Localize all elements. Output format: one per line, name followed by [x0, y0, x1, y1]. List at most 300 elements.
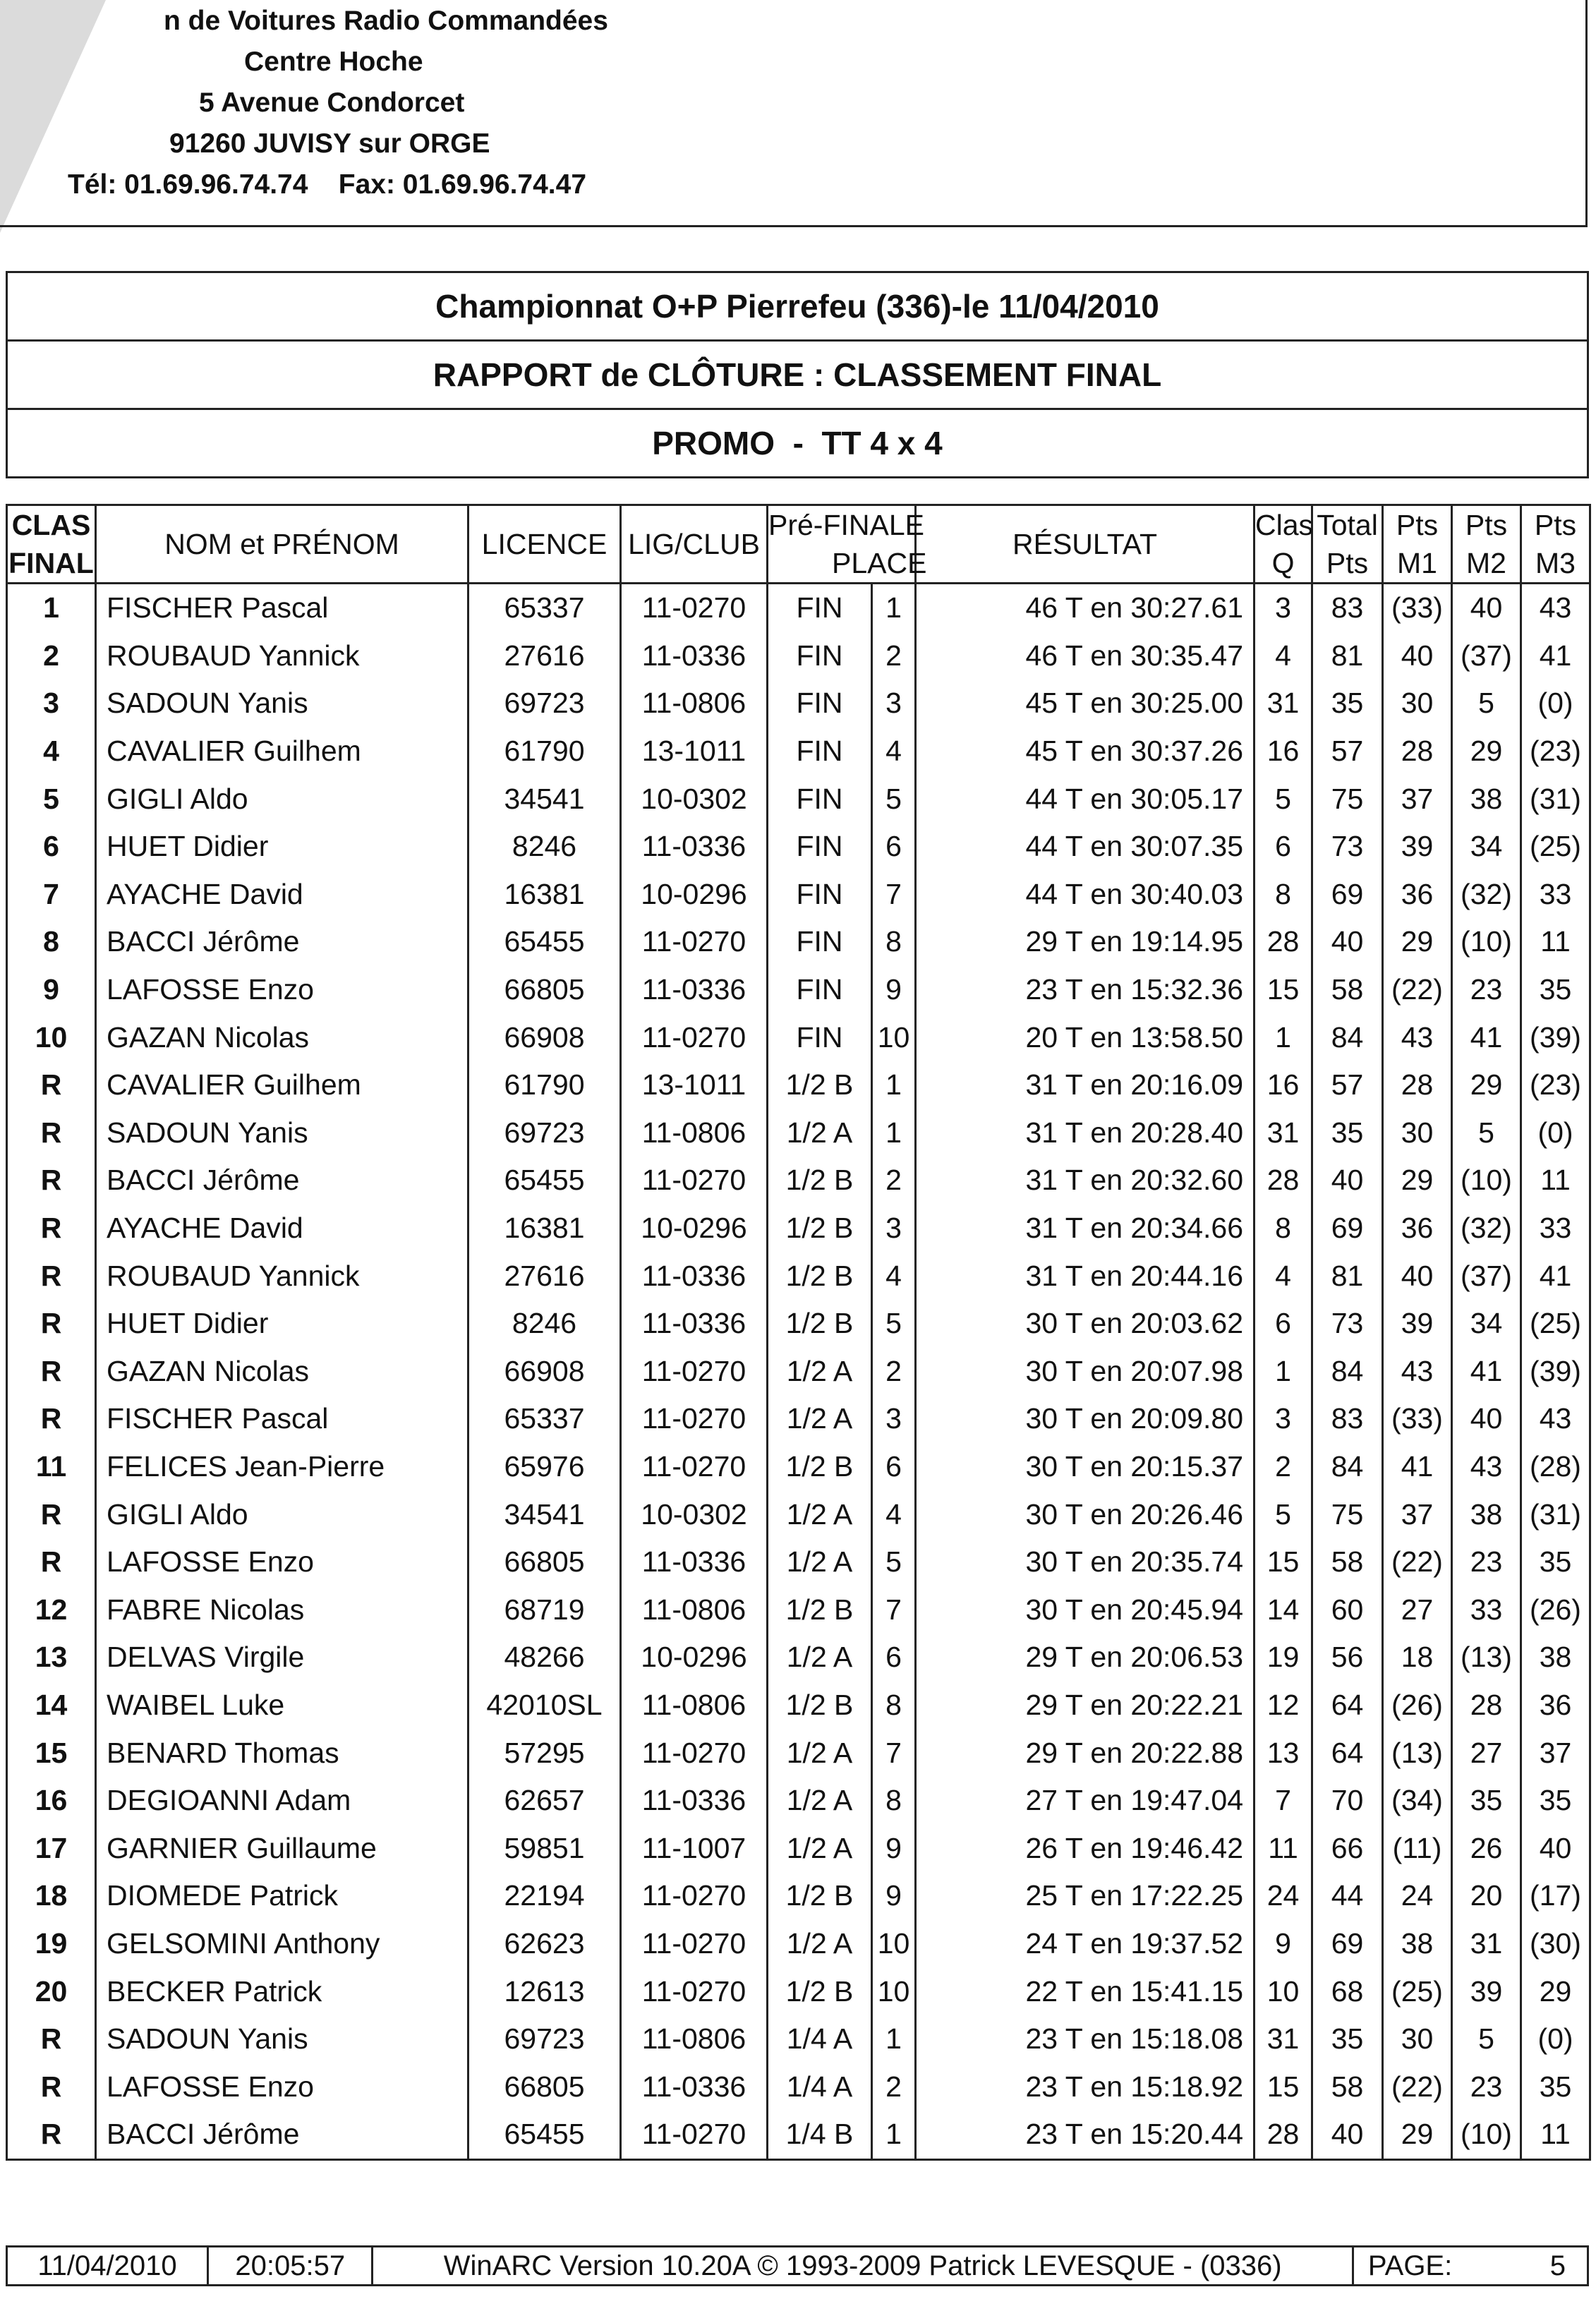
cell-pts-m1: 27 [1383, 1586, 1452, 1634]
cell-prefinale: 1/2 B [768, 1872, 872, 1920]
cell-name: FABRE Nicolas [96, 1586, 468, 1634]
cell-pts-m1: 38 [1383, 1920, 1452, 1968]
cell-pts-m1: 30 [1383, 2015, 1452, 2063]
cell-name: ROUBAUD Yannick [96, 632, 468, 680]
cell-licence: 62657 [468, 1777, 621, 1825]
cell-pts-m2: (10) [1452, 2111, 1521, 2159]
table-row [7, 1777, 1590, 1825]
cell-place: 1 [872, 1061, 916, 1109]
cell-place: 2 [872, 632, 916, 680]
cell-pts-m3: 40 [1521, 1824, 1590, 1872]
cell-licence: 69723 [468, 1109, 621, 1157]
cell-total-pts: 57 [1312, 1061, 1383, 1109]
cell-rank: 5 [7, 775, 96, 823]
cell-resultat: 31 T en 20:44.16 [916, 1252, 1255, 1300]
cell-total-pts: 57 [1312, 728, 1383, 776]
cell-resultat: 23 T en 15:18.92 [916, 2063, 1255, 2111]
cell-rank: R [7, 1490, 96, 1538]
cell-licence: 65455 [468, 2111, 621, 2159]
cell-prefinale: 1/2 B [768, 1157, 872, 1205]
cell-prefinale: 1/2 A [768, 1824, 872, 1872]
header-pts-m3: Pts M3 [1521, 505, 1590, 584]
header-prefinale-place: Pré-FINALE PLACE [768, 505, 916, 584]
cell-clas-q: 5 [1255, 1490, 1312, 1538]
cell-lig-club: 11-1007 [621, 1824, 768, 1872]
cell-total-pts: 66 [1312, 1824, 1383, 1872]
cell-resultat: 29 T en 20:06.53 [916, 1634, 1255, 1682]
cell-total-pts: 64 [1312, 1729, 1383, 1777]
cell-prefinale: 1/4 A [768, 2015, 872, 2063]
cell-total-pts: 44 [1312, 1872, 1383, 1920]
cell-pts-m2: 40 [1452, 584, 1521, 632]
footer-bar [6, 2245, 1589, 2286]
cell-total-pts: 81 [1312, 1252, 1383, 1300]
cell-resultat: 45 T en 30:37.26 [916, 728, 1255, 776]
cell-clas-q: 4 [1255, 1252, 1312, 1300]
table-row [7, 918, 1590, 966]
cell-place: 1 [872, 2111, 916, 2159]
cell-pts-m2: 20 [1452, 1872, 1521, 1920]
cell-pts-m2: 33 [1452, 1586, 1521, 1634]
cell-pts-m1: 18 [1383, 1634, 1452, 1682]
cell-total-pts: 83 [1312, 584, 1383, 632]
cell-pts-m2: 27 [1452, 1729, 1521, 1777]
cell-rank: 9 [7, 966, 96, 1014]
cell-clas-q: 8 [1255, 871, 1312, 919]
cell-name: FISCHER Pascal [96, 584, 468, 632]
cell-licence: 68719 [468, 1586, 621, 1634]
cell-lig-club: 10-0296 [621, 1634, 768, 1682]
cell-name: LAFOSSE Enzo [96, 2063, 468, 2111]
cell-rank: 11 [7, 1443, 96, 1491]
footer-date: 11/04/2010 [8, 2247, 209, 2284]
cell-name: BACCI Jérôme [96, 1157, 468, 1205]
header-lig-club: LIG/CLUB [621, 505, 768, 584]
cell-pts-m3: 11 [1521, 918, 1590, 966]
cell-prefinale: 1/2 B [768, 1252, 872, 1300]
org-street: 5 Avenue Condorcet [199, 88, 465, 118]
cell-resultat: 44 T en 30:05.17 [916, 775, 1255, 823]
org-name: n de Voitures Radio Commandées [164, 6, 608, 36]
cell-rank: R [7, 2063, 96, 2111]
cell-resultat: 23 T en 15:32.36 [916, 966, 1255, 1014]
cell-rank: R [7, 1395, 96, 1443]
cell-place: 7 [872, 871, 916, 919]
header-resultat: RÉSULTAT [916, 505, 1255, 584]
cell-name: HUET Didier [96, 823, 468, 871]
cell-name: ROUBAUD Yannick [96, 1252, 468, 1300]
cell-pts-m1: 30 [1383, 1109, 1452, 1157]
cell-licence: 65976 [468, 1443, 621, 1491]
cell-clas-q: 15 [1255, 966, 1312, 1014]
cell-pts-m1: 43 [1383, 1013, 1452, 1061]
cell-rank: 15 [7, 1729, 96, 1777]
cell-resultat: 26 T en 19:46.42 [916, 1824, 1255, 1872]
cell-total-pts: 40 [1312, 2111, 1383, 2159]
cell-pts-m2: 38 [1452, 775, 1521, 823]
cell-prefinale: FIN [768, 775, 872, 823]
cell-resultat: 20 T en 13:58.50 [916, 1013, 1255, 1061]
cell-place: 8 [872, 1777, 916, 1825]
cell-rank: 7 [7, 871, 96, 919]
table-row [7, 1395, 1590, 1443]
cell-clas-q: 31 [1255, 680, 1312, 728]
cell-pts-m2: 5 [1452, 680, 1521, 728]
cell-lig-club: 11-0270 [621, 1967, 768, 2015]
cell-total-pts: 68 [1312, 1967, 1383, 2015]
cell-prefinale: FIN [768, 871, 872, 919]
cell-resultat: 31 T en 20:32.60 [916, 1157, 1255, 1205]
table-row [7, 1443, 1590, 1491]
cell-clas-q: 28 [1255, 2111, 1312, 2159]
cell-place: 8 [872, 1682, 916, 1730]
cell-place: 4 [872, 728, 916, 776]
cell-pts-m3: (17) [1521, 1872, 1590, 1920]
table-row [7, 1634, 1590, 1682]
cell-place: 10 [872, 1920, 916, 1968]
cell-pts-m3: 33 [1521, 871, 1590, 919]
cell-total-pts: 73 [1312, 823, 1383, 871]
cell-pts-m2: 29 [1452, 728, 1521, 776]
cell-lig-club: 11-0336 [621, 2063, 768, 2111]
cell-pts-m3: (25) [1521, 823, 1590, 871]
report-title: RAPPORT de CLÔTURE : CLASSEMENT FINAL [8, 342, 1587, 410]
cell-prefinale: 1/2 A [768, 1109, 872, 1157]
cell-place: 5 [872, 1300, 916, 1348]
header-clas-q: Clas Q [1255, 505, 1312, 584]
cell-licence: 62623 [468, 1920, 621, 1968]
cell-lig-club: 10-0296 [621, 1205, 768, 1253]
org-building: Centre Hoche [244, 47, 423, 77]
cell-licence: 34541 [468, 1490, 621, 1538]
cell-resultat: 29 T en 19:14.95 [916, 918, 1255, 966]
category-title: PROMO - TT 4 x 4 [652, 425, 943, 461]
cell-licence: 59851 [468, 1824, 621, 1872]
cell-rank: 2 [7, 632, 96, 680]
cell-pts-m3: 29 [1521, 1967, 1590, 2015]
cell-name: AYACHE David [96, 1205, 468, 1253]
cell-name: WAIBEL Luke [96, 1682, 468, 1730]
table-row [7, 1157, 1590, 1205]
cell-rank: R [7, 1348, 96, 1396]
table-row [7, 871, 1590, 919]
cell-pts-m2: 41 [1452, 1013, 1521, 1061]
cell-pts-m1: (33) [1383, 584, 1452, 632]
cell-pts-m1: 24 [1383, 1872, 1452, 1920]
cell-total-pts: 64 [1312, 1682, 1383, 1730]
cell-lig-club: 11-0336 [621, 1300, 768, 1348]
cell-lig-club: 11-0270 [621, 1729, 768, 1777]
report-title-block [6, 271, 1589, 478]
cell-name: FELICES Jean-Pierre [96, 1443, 468, 1491]
cell-resultat: 46 T en 30:27.61 [916, 584, 1255, 632]
cell-resultat: 30 T en 20:07.98 [916, 1348, 1255, 1396]
cell-lig-club: 11-0806 [621, 1586, 768, 1634]
cell-pts-m1: (11) [1383, 1824, 1452, 1872]
cell-clas-q: 11 [1255, 1824, 1312, 1872]
cell-lig-club: 11-0270 [621, 918, 768, 966]
footer-page [1354, 2247, 1587, 2284]
cell-rank: R [7, 2111, 96, 2159]
cell-name: BENARD Thomas [96, 1729, 468, 1777]
cell-lig-club: 11-0270 [621, 1872, 768, 1920]
cell-total-pts: 73 [1312, 1300, 1383, 1348]
cell-licence: 65455 [468, 918, 621, 966]
cell-name: SADOUN Yanis [96, 1109, 468, 1157]
cell-place: 5 [872, 775, 916, 823]
cell-prefinale: 1/2 B [768, 1300, 872, 1348]
cell-pts-m3: (26) [1521, 1586, 1590, 1634]
cell-clas-q: 15 [1255, 1538, 1312, 1586]
cell-pts-m1: (26) [1383, 1682, 1452, 1730]
cell-place: 7 [872, 1729, 916, 1777]
cell-name: CAVALIER Guilhem [96, 728, 468, 776]
cell-rank: R [7, 1252, 96, 1300]
cell-pts-m2: (32) [1452, 871, 1521, 919]
cell-pts-m1: (25) [1383, 1967, 1452, 2015]
cell-pts-m3: 11 [1521, 1157, 1590, 1205]
cell-name: BACCI Jérôme [96, 918, 468, 966]
footer-time: 20:05:57 [209, 2247, 373, 2284]
cell-rank: R [7, 1157, 96, 1205]
cell-name: DEGIOANNI Adam [96, 1777, 468, 1825]
cell-pts-m3: (0) [1521, 1109, 1590, 1157]
cell-lig-club: 11-0806 [621, 680, 768, 728]
cell-prefinale: FIN [768, 1013, 872, 1061]
cell-place: 7 [872, 1586, 916, 1634]
cell-rank: 8 [7, 918, 96, 966]
cell-lig-club: 11-0270 [621, 584, 768, 632]
cell-rank: 4 [7, 728, 96, 776]
cell-name: DIOMEDE Patrick [96, 1872, 468, 1920]
table-row [7, 1013, 1590, 1061]
cell-clas-q: 5 [1255, 775, 1312, 823]
cell-resultat: 23 T en 15:18.08 [916, 2015, 1255, 2063]
cell-licence: 12613 [468, 1967, 621, 2015]
table-row [7, 1729, 1590, 1777]
cell-pts-m3: (23) [1521, 1061, 1590, 1109]
cell-pts-m3: 41 [1521, 1252, 1590, 1300]
cell-licence: 69723 [468, 2015, 621, 2063]
cell-place: 2 [872, 1157, 916, 1205]
cell-total-pts: 84 [1312, 1443, 1383, 1491]
footer-software: WinARC Version 10.20A © 1993-2009 Patrick LEVESQUE - (0336) [373, 2247, 1353, 2284]
table-row [7, 1252, 1590, 1300]
footer-page-number: 5 [1549, 2250, 1566, 2281]
cell-lig-club: 11-0806 [621, 2015, 768, 2063]
table-row [7, 680, 1590, 728]
cell-clas-q: 16 [1255, 1061, 1312, 1109]
cell-resultat: 31 T en 20:16.09 [916, 1061, 1255, 1109]
cell-pts-m1: (34) [1383, 1777, 1452, 1825]
table-row [7, 1824, 1590, 1872]
cell-prefinale: FIN [768, 728, 872, 776]
cell-rank: R [7, 1061, 96, 1109]
cell-total-pts: 84 [1312, 1348, 1383, 1396]
cell-total-pts: 83 [1312, 1395, 1383, 1443]
cell-pts-m3: (31) [1521, 775, 1590, 823]
cell-prefinale: 1/2 B [768, 1586, 872, 1634]
cell-resultat: 25 T en 17:22.25 [916, 1872, 1255, 1920]
cell-licence: 42010SL [468, 1682, 621, 1730]
cell-resultat: 31 T en 20:28.40 [916, 1109, 1255, 1157]
cell-lig-club: 11-0270 [621, 1920, 768, 1968]
cell-pts-m3: 35 [1521, 1538, 1590, 1586]
cell-clas-q: 1 [1255, 1013, 1312, 1061]
table-row [7, 1872, 1590, 1920]
table-row [7, 1586, 1590, 1634]
table-row [7, 728, 1590, 776]
cell-total-pts: 35 [1312, 680, 1383, 728]
cell-name: CAVALIER Guilhem [96, 1061, 468, 1109]
cell-total-pts: 84 [1312, 1013, 1383, 1061]
cell-prefinale: 1/4 A [768, 2063, 872, 2111]
cell-resultat: 22 T en 15:41.15 [916, 1967, 1255, 2015]
cell-resultat: 30 T en 20:26.46 [916, 1490, 1255, 1538]
table-header-row [7, 505, 1590, 584]
cell-pts-m2: 28 [1452, 1682, 1521, 1730]
cell-place: 9 [872, 1872, 916, 1920]
cell-pts-m2: (10) [1452, 1157, 1521, 1205]
cell-clas-q: 16 [1255, 728, 1312, 776]
cell-pts-m2: 40 [1452, 1395, 1521, 1443]
cell-prefinale: FIN [768, 680, 872, 728]
cell-place: 3 [872, 1395, 916, 1443]
cell-prefinale: 1/2 A [768, 1395, 872, 1443]
cell-clas-q: 15 [1255, 2063, 1312, 2111]
cell-place: 10 [872, 1967, 916, 2015]
cell-prefinale: 1/2 B [768, 1682, 872, 1730]
cell-rank: 14 [7, 1682, 96, 1730]
cell-clas-q: 31 [1255, 2015, 1312, 2063]
cell-place: 4 [872, 1490, 916, 1538]
table-row [7, 632, 1590, 680]
header-clas-final: CLAS FINAL [7, 505, 96, 584]
cell-place: 2 [872, 2063, 916, 2111]
cell-licence: 8246 [468, 1300, 621, 1348]
cell-pts-m2: (37) [1452, 632, 1521, 680]
cell-place: 9 [872, 966, 916, 1014]
cell-pts-m1: 40 [1383, 632, 1452, 680]
cell-name: GELSOMINI Anthony [96, 1920, 468, 1968]
cell-licence: 66805 [468, 1538, 621, 1586]
cell-name: LAFOSSE Enzo [96, 1538, 468, 1586]
cell-lig-club: 10-0302 [621, 775, 768, 823]
cell-prefinale: 1/4 B [768, 2111, 872, 2159]
results-table [6, 504, 1591, 2161]
cell-pts-m1: 36 [1383, 871, 1452, 919]
cell-prefinale: 1/2 A [768, 1490, 872, 1538]
cell-licence: 65337 [468, 584, 621, 632]
cell-lig-club: 11-0806 [621, 1682, 768, 1730]
cell-pts-m2: 38 [1452, 1490, 1521, 1538]
cell-lig-club: 11-0336 [621, 823, 768, 871]
results-body [7, 584, 1590, 2160]
cell-prefinale: 1/2 A [768, 1777, 872, 1825]
cell-prefinale: 1/2 A [768, 1538, 872, 1586]
cell-clas-q: 3 [1255, 584, 1312, 632]
cell-pts-m3: 36 [1521, 1682, 1590, 1730]
cell-pts-m2: 23 [1452, 966, 1521, 1014]
cell-place: 5 [872, 1538, 916, 1586]
cell-name: AYACHE David [96, 871, 468, 919]
cell-total-pts: 56 [1312, 1634, 1383, 1682]
cell-total-pts: 35 [1312, 2015, 1383, 2063]
cell-prefinale: 1/2 B [768, 1443, 872, 1491]
cell-pts-m2: 43 [1452, 1443, 1521, 1491]
cell-pts-m3: 41 [1521, 632, 1590, 680]
cell-lig-club: 11-0336 [621, 632, 768, 680]
cell-pts-m1: 37 [1383, 1490, 1452, 1538]
cell-prefinale: 1/2 B [768, 1205, 872, 1253]
cell-pts-m3: (39) [1521, 1013, 1590, 1061]
cell-rank: 19 [7, 1920, 96, 1968]
cell-resultat: 44 T en 30:40.03 [916, 871, 1255, 919]
table-row [7, 1538, 1590, 1586]
cell-pts-m1: 29 [1383, 918, 1452, 966]
header-licence: LICENCE [468, 505, 621, 584]
cell-resultat: 30 T en 20:35.74 [916, 1538, 1255, 1586]
cell-total-pts: 58 [1312, 966, 1383, 1014]
cell-place: 3 [872, 680, 916, 728]
cell-total-pts: 40 [1312, 918, 1383, 966]
cell-clas-q: 24 [1255, 1872, 1312, 1920]
cell-licence: 27616 [468, 1252, 621, 1300]
cell-prefinale: 1/2 A [768, 1348, 872, 1396]
header-pts-m1: Pts M1 [1383, 505, 1452, 584]
table-row [7, 1061, 1590, 1109]
cell-pts-m1: (13) [1383, 1729, 1452, 1777]
header-pts-m2: Pts M2 [1452, 505, 1521, 584]
cell-place: 2 [872, 1348, 916, 1396]
cell-rank: 12 [7, 1586, 96, 1634]
cell-name: GIGLI Aldo [96, 775, 468, 823]
cell-rank: R [7, 1538, 96, 1586]
cell-resultat: 23 T en 15:20.44 [916, 2111, 1255, 2159]
cell-rank: R [7, 1109, 96, 1157]
cell-rank: 20 [7, 1967, 96, 2015]
cell-pts-m3: (0) [1521, 680, 1590, 728]
cell-licence: 27616 [468, 632, 621, 680]
cell-prefinale: FIN [768, 966, 872, 1014]
cell-prefinale: 1/2 B [768, 1061, 872, 1109]
cell-pts-m2: 5 [1452, 1109, 1521, 1157]
cell-lig-club: 10-0302 [621, 1490, 768, 1538]
cell-pts-m2: 35 [1452, 1777, 1521, 1825]
cell-pts-m2: 39 [1452, 1967, 1521, 2015]
cell-total-pts: 35 [1312, 1109, 1383, 1157]
cell-pts-m1: 29 [1383, 1157, 1452, 1205]
cell-pts-m3: (39) [1521, 1348, 1590, 1396]
cell-pts-m3: (30) [1521, 1920, 1590, 1968]
cell-place: 10 [872, 1013, 916, 1061]
cell-licence: 66805 [468, 966, 621, 1014]
cell-lig-club: 11-0336 [621, 1538, 768, 1586]
cell-clas-q: 31 [1255, 1109, 1312, 1157]
table-row [7, 775, 1590, 823]
cell-name: SADOUN Yanis [96, 2015, 468, 2063]
cell-pts-m1: 43 [1383, 1348, 1452, 1396]
cell-licence: 57295 [468, 1729, 621, 1777]
cell-licence: 16381 [468, 871, 621, 919]
cell-name: BACCI Jérôme [96, 2111, 468, 2159]
cell-place: 4 [872, 1252, 916, 1300]
cell-lig-club: 11-0270 [621, 1348, 768, 1396]
cell-pts-m1: 28 [1383, 1061, 1452, 1109]
cell-pts-m1: 41 [1383, 1443, 1452, 1491]
org-city: 91260 JUVISY sur ORGE [169, 128, 490, 159]
cell-clas-q: 28 [1255, 918, 1312, 966]
